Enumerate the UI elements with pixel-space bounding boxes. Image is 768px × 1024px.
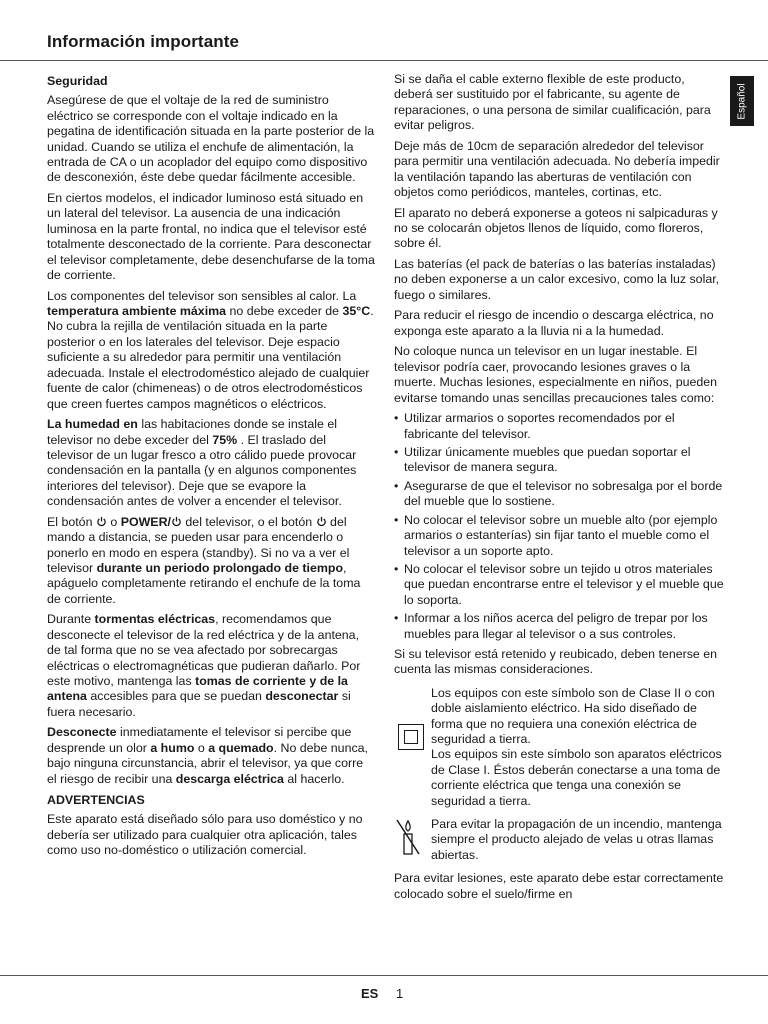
list-item: • Utilizar armarios o soportes recomendados por el fabricante del televisor.: [394, 411, 724, 442]
paragraph: En ciertos modelos, el indicador luminoso está situado en un lateral del televisor. La ausencia de una indicación luminosa en la parte frontal, no indica que el televisor esté totalmente desconectado de la corriente. Para desconectar el televisor completamente, debe desenchufarse de la toma de corriente.: [47, 191, 375, 283]
list-item: • Utilizar únicamente muebles que puedan soportar el televisor de manera segura.: [394, 445, 724, 476]
paragraph: La humedad en las habitaciones donde se instale el televisor no debe exceder del 75% . El traslado del televisor de un lugar fresco a otro cálido puede provocar condensación en la pantalla (y en algunos componentes interiores del televisor). Deje que se evapore la condensación antes de volver a encender el televisor.: [47, 417, 357, 509]
paragraph: Si se daña el cable externo flexible de este producto, deberá ser sustituido por el fabricante, su agente de reparaciones, o una persona de similar cualificación, para evitar peligros.: [394, 72, 711, 133]
list-item: • No colocar el televisor sobre un mueble alto (por ejemplo armarios o estanterías) sin fijar tanto el mueble como el televisor a un soporte apto.: [394, 513, 724, 559]
paragraph: Las baterías (el pack de baterías o las baterías instaladas) no deben exponerse a un calor excesivo, como la luz solar, fuego o similares.: [394, 257, 720, 302]
candle-warning-text: Para evitar la propagación de un incendio, mantenga siempre el producto alejado de velas u otras llamas abiertas.: [431, 817, 722, 862]
seguridad-heading: Seguridad: [47, 74, 108, 88]
language-tab: [730, 76, 754, 126]
paragraph: Desconecte inmediatamente el televisor si percibe que desprende un olor a humo o a quemado. No debe nunca, bajo ninguna circunstancia, abrir el televisor, ya que corre el riesgo de recibir una descarga eléctrica al hacerlo.: [47, 725, 368, 786]
paragraph: El botón o POWER/ del televisor, o el botón del mando a distancia, se pueden usar para encenderlo o ponerlo en modo en espera (standby). Si no va a ver el televisor durante un periodo prolongado de tiempo, apáguelo completamente retirando el enchufe de la toma de corriente.: [47, 514, 361, 606]
footer-rule: [0, 975, 768, 976]
candle-warning-block: [394, 817, 724, 863]
precautions-list: [394, 411, 724, 642]
power-icon: [171, 516, 182, 527]
no-candle-icon: [394, 817, 422, 857]
page-title: Información importante: [47, 32, 240, 51]
list-item: • Informar a los niños acerca del peligro de trepar por los muebles para llegar al televisor o a sus controles.: [394, 611, 724, 642]
paragraph: Deje más de 10cm de separación alrededor del televisor para permitir una ventilación adecuada. No debería impedir la ventilación tapando las aberturas de ventilación con objetos como periódicos, manteles, cortinas, etc.: [394, 138, 720, 200]
double-insulation-icon: [398, 724, 424, 750]
class-ii-text: Los equipos con este símbolo son de Clase II o con doble aislamiento eléctrico. Ha sido diseñado de forma que no requiera una conexión eléctrica de seguridad a tierra.: [431, 685, 715, 746]
footer-language: ES: [361, 986, 379, 1001]
class-ii-block: [394, 686, 724, 809]
advertencias-heading: ADVERTENCIAS: [47, 793, 145, 807]
paragraph: Asegúrese de que el voltaje de la red de suministro eléctrico se corresponde con el voltaje indicado en la pegatina de identificación situada en la parte posterior de la unidad. Cuando se utiliza el enchufe de alimentación, la entrada de CA o un acoplador del equipo como dispositivo de desconexión, éste debe quedar fácilmente accesible.: [47, 93, 375, 185]
paragraph: Este aparato está diseñado sólo para uso doméstico y no debería ser utilizado para cualquier otra aplicación, tales como uso no-doméstico o utilización comercial.: [47, 812, 363, 858]
paragraph: No coloque nunca un televisor en un lugar inestable. El televisor podría caer, provocando lesiones graves o la muerte. Muchas lesiones, especialmente en niños, pueden evitarse tomando unas sencillas precauciones tales como:: [394, 344, 718, 405]
paragraph: Los componentes del televisor son sensibles al calor. La temperatura ambiente máxima no debe exceder de 35°C. No cubra la rejilla de ventilación situada en la parte posterior o en los laterales del televisor. Deje espacio suficiente a su alrededor para permitir una ventilación adecuada. Instale el electrodoméstico alejado de cualquier fuente de calor (chimeneas) o de otros electrodomésticos que creen fuertes campos magnéticos o eléctricos.: [47, 288, 374, 411]
paragraph: Durante tormentas eléctricas, recomendamos que desconecte el televisor de la red eléctrica y de la antena, de tal forma que no se vea afectado por sobrecargas eléctricas o electromagnéticas que pudieran dañarlo. Por este motivo, mantenga las tomas de corriente y de la antena accesibles para que se puedan desconectar si fuera necesario.: [47, 612, 361, 719]
page-number: 1: [396, 986, 404, 1001]
paragraph: Si su televisor está retenido y reubicado, deben tenerse en cuenta las mismas consideraciones.: [394, 646, 718, 677]
language-tab-label: Español: [736, 82, 748, 120]
footer: [0, 986, 768, 1006]
class-i-text: Los equipos sin este símbolo son aparatos eléctricos de Clase I. Éstos deberán conectarse a una toma de corriente eléctrica que tenga una conexión se seguridad a tierra.: [431, 747, 722, 808]
list-item: • Asegurarse de que el televisor no sobresalga por el borde del mueble que lo sostiene.: [394, 479, 724, 510]
power-icon: [316, 516, 327, 527]
paragraph: Para evitar lesiones, este aparato debe estar correctamente colocado sobre el suelo/firme en: [394, 871, 724, 901]
power-icon: [96, 516, 107, 527]
right-column: [394, 72, 724, 907]
paragraph: El aparato no deberá exponerse a goteos ni salpicaduras y no se colocarán objetos llenos de líquido, como floreros, sobre él.: [394, 205, 718, 251]
list-item: • No colocar el televisor sobre un tejido u otros materiales que puedan encontrarse entre el televisor y el mueble que lo soporta.: [394, 562, 724, 608]
paragraph: Para reducir el riesgo de incendio o descarga eléctrica, no exponga este aparato a la lluvia ni a la humedad.: [394, 308, 714, 338]
left-column: [47, 72, 375, 864]
header-rule: [0, 60, 768, 61]
